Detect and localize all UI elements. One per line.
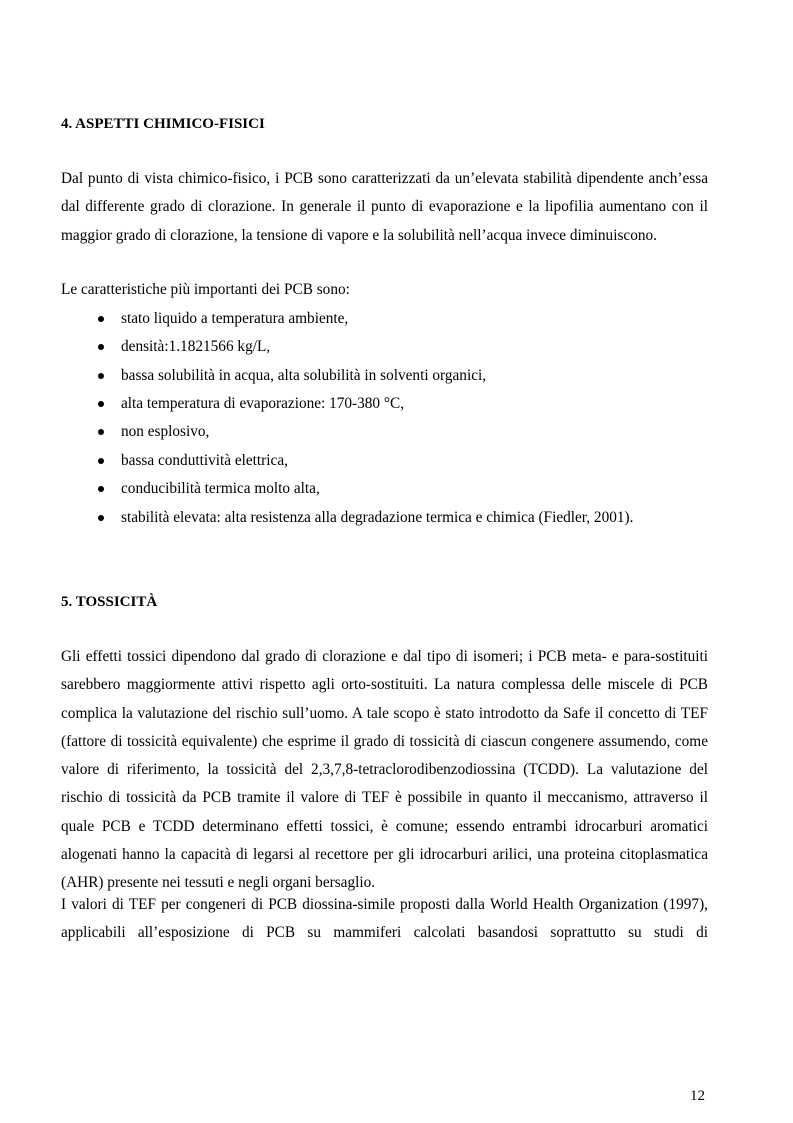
list-item-text: densità:1.1821566 kg/L, xyxy=(121,338,271,355)
bullet-icon xyxy=(98,344,104,350)
section-4-heading: 4. ASPETTI CHIMICO-FISICI xyxy=(61,116,265,132)
bullet-icon xyxy=(98,515,104,521)
list-item-text: stabilità elevata: alta resistenza alla degradazione termica e chimica (Fiedler, 2001). xyxy=(121,509,634,526)
section-4-paragraph: Dal punto di vista chimico-fisico, i PCB sono caratterizzati da un’elevata stabilità dipendente anch’essa dal differente grado di clorazione. In generale il punto di evaporazione e la lipofilia aumentano con il maggior grado di clorazione, la tensione di vapore e la solubilità nell’acqua invece diminuiscono. xyxy=(61,170,708,244)
list-item-text: bassa conduttività elettrica, xyxy=(121,452,288,469)
bullet-icon xyxy=(98,486,104,492)
bullet-icon xyxy=(98,316,104,322)
characteristics-intro: Le caratteristiche più importanti dei PCB sono: xyxy=(61,281,350,298)
list-item-text: non esplosivo, xyxy=(121,423,210,440)
list-item-text: conducibilità termica molto alta, xyxy=(121,480,320,497)
list-item-text: bassa solubilità in acqua, alta solubilità in solventi organici, xyxy=(121,367,487,384)
list-item-text: alta temperatura di evaporazione: 170-380 °C, xyxy=(121,395,405,412)
section-5-paragraph-2: I valori di TEF per congeneri di PCB diossina-simile proposti dalla World Health Organization (1997), applicabili all’esposizione di PCB su mammiferi calcolati basandosi soprattutto su studi di xyxy=(61,896,708,942)
page-number: 12 xyxy=(690,1088,705,1104)
bullet-icon xyxy=(98,401,104,407)
bullet-icon xyxy=(98,429,104,435)
section-5-paragraph-1: Gli effetti tossici dipendono dal grado di clorazione e dal tipo di isomeri; i PCB meta- e para-sostituiti sarebbero maggiormente attivi rispetto agli orto-sostituiti. La natura complessa delle miscele di PCB complica la valutazione del rischio sull’uomo. A tale scopo è stato introdotto da Safe il concetto di TEF (fattore di tossicità equivalente) che esprime il grado di tossicità di ciascun congenere assumendo, come valore di riferimento, la tossicità del 2,3,7,8-tetraclorodibenzodiossina (TCDD). La valutazione del rischio di tossicità da PCB tramite il valore di TEF è possibile in quanto il meccanismo, attraverso il quale PCB e TCDD determinano effetti tossici, è comune; essendo entrambi idrocarburi aromatici alogenati hanno la capacità di legarsi al recettore per gli idrocarburi arilici, una proteina citoplasmatica (AHR) presente nei tessuti e negli organi bersaglio. xyxy=(61,648,708,892)
list-item-text: stato liquido a temperatura ambiente, xyxy=(121,310,349,327)
section-5-heading: 5. TOSSICITÀ xyxy=(61,594,158,610)
bullet-icon xyxy=(98,458,104,464)
bullet-icon xyxy=(98,373,104,379)
